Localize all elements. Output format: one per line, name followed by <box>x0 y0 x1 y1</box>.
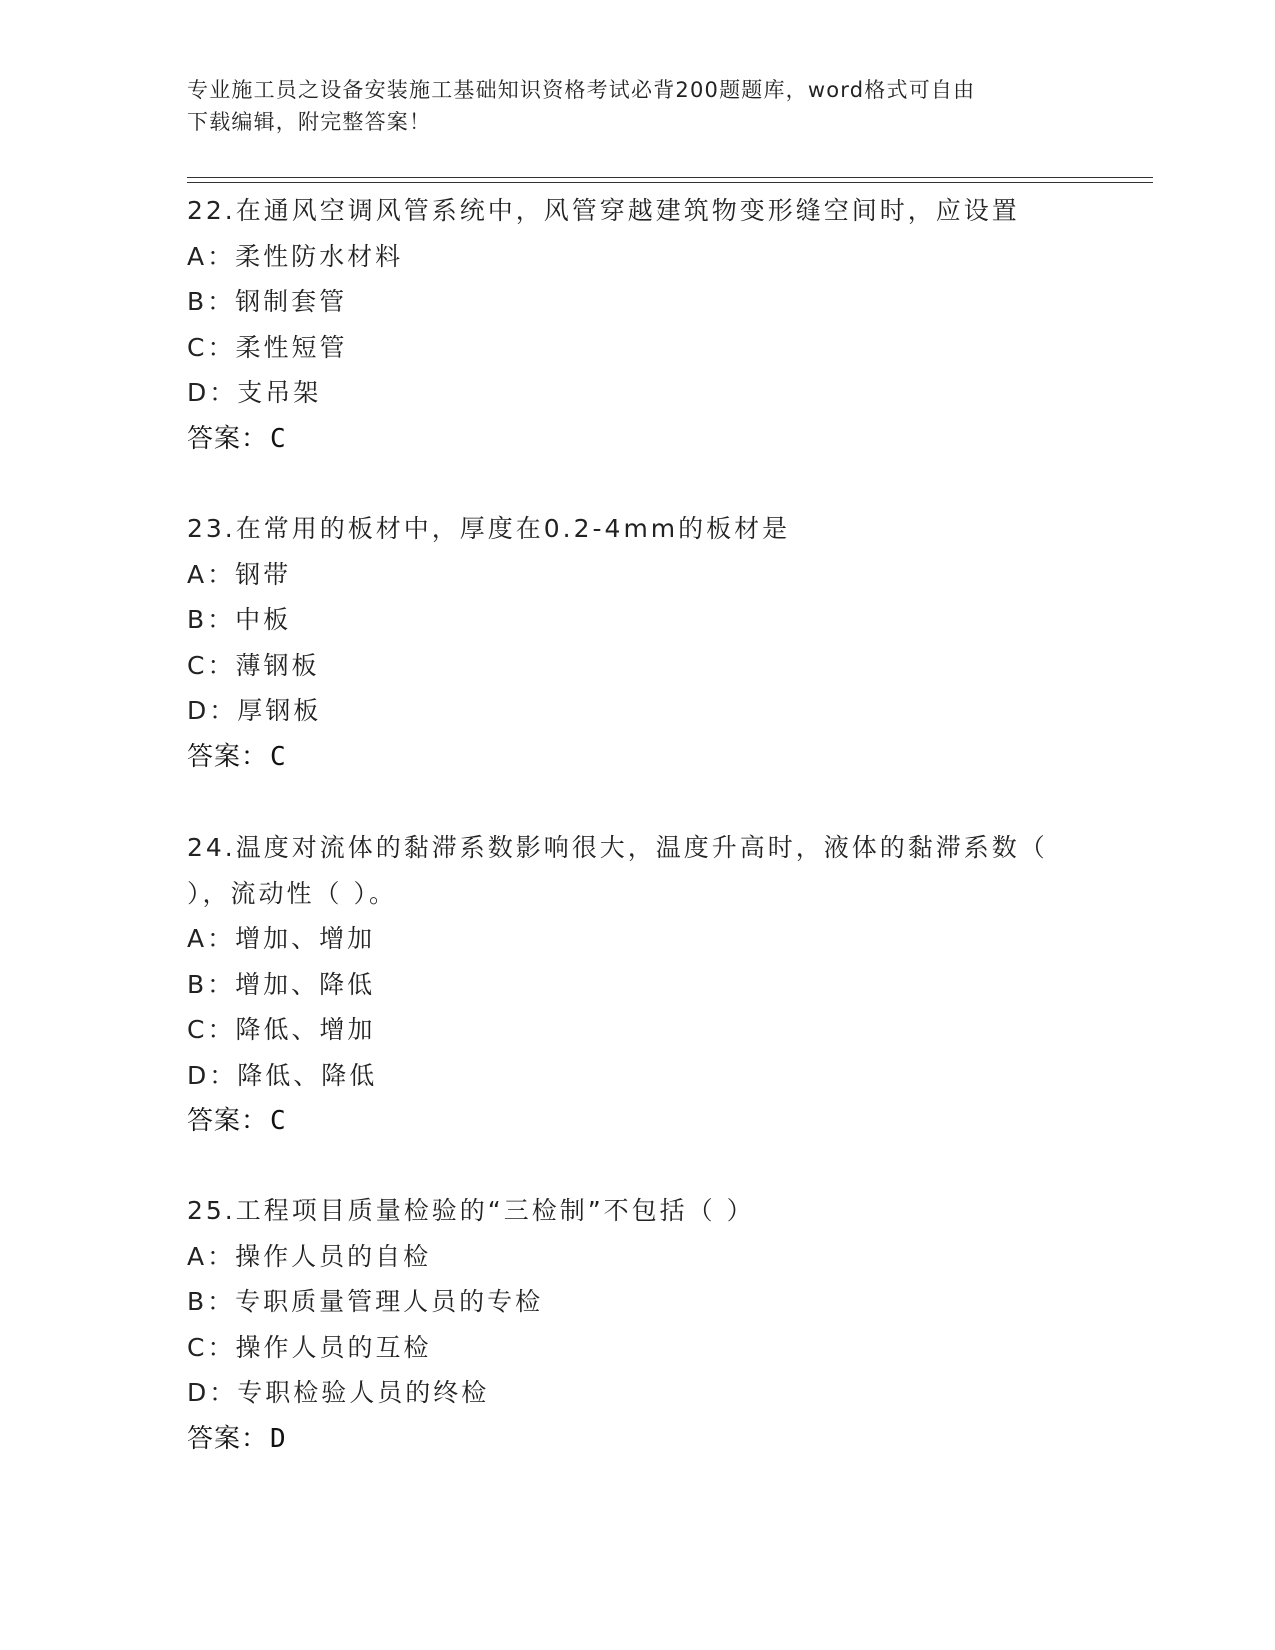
option-b: B：专职质量管理人员的专检 <box>187 1287 544 1316</box>
header-divider-bottom <box>187 182 1153 183</box>
option-a: A：柔性防水材料 <box>187 241 404 271</box>
answer-label: 答案： <box>187 423 269 454</box>
answer-label: 答案： <box>187 1423 269 1454</box>
answer-label: 答案： <box>187 741 269 772</box>
option-c: C：降低、增加 <box>187 1015 376 1044</box>
option-b: B：增加、降低 <box>187 969 376 999</box>
question-stem-line-1: 24.温度对流体的黏滞系数影响很大，温度升高时，液体的黏滞系数（ <box>187 833 1048 862</box>
answer-label: 答案： <box>187 1106 269 1136</box>
answer <box>187 1416 1087 1462</box>
option-a: A：钢带 <box>187 559 292 589</box>
answer-value: C <box>270 741 287 772</box>
answer-value: D <box>270 1423 287 1454</box>
question-23 <box>187 506 1087 780</box>
option-c: C：薄钢板 <box>187 650 320 680</box>
option-d: D：厚钢板 <box>187 696 322 725</box>
question-22 <box>187 188 1087 462</box>
intro-line-1: 专业施工员之设备安装施工基础知识资格考试必背200题题库，word格式可自由 <box>187 78 976 102</box>
option-c: C：操作人员的互检 <box>187 1332 432 1362</box>
answer <box>187 416 1087 462</box>
question-stem: 22.在通风空调风管系统中，风管穿越建筑物变形缝空间时，应设置 <box>187 196 1020 225</box>
option-c: C：柔性短管 <box>187 332 348 362</box>
option-a: A：增加、增加 <box>187 924 376 953</box>
answer-value: C <box>270 1106 287 1136</box>
question-24 <box>187 825 1087 1144</box>
question-25 <box>187 1188 1087 1462</box>
option-b: B：中板 <box>187 605 292 634</box>
question-stem-line-2: ），流动性（ ）。 <box>187 878 397 908</box>
option-d: D：支吊架 <box>187 378 322 407</box>
answer <box>187 734 1087 780</box>
answer-value: C <box>270 423 287 454</box>
answer <box>187 1098 1087 1144</box>
option-d: D：降低、降低 <box>187 1060 378 1090</box>
option-d: D：专职检验人员的终检 <box>187 1378 490 1407</box>
question-stem: 23.在常用的板材中，厚度在0.2-4mm的板材是 <box>187 514 791 543</box>
question-stem: 25.工程项目质量检验的“三检制”不包括（ ） <box>187 1196 755 1225</box>
option-b: B：钢制套管 <box>187 287 348 316</box>
intro-line-2: 下载编辑，附完整答案！ <box>187 110 432 134</box>
option-a: A：操作人员的自检 <box>187 1241 432 1271</box>
header-divider-top <box>187 177 1153 178</box>
document-intro <box>187 74 1067 138</box>
